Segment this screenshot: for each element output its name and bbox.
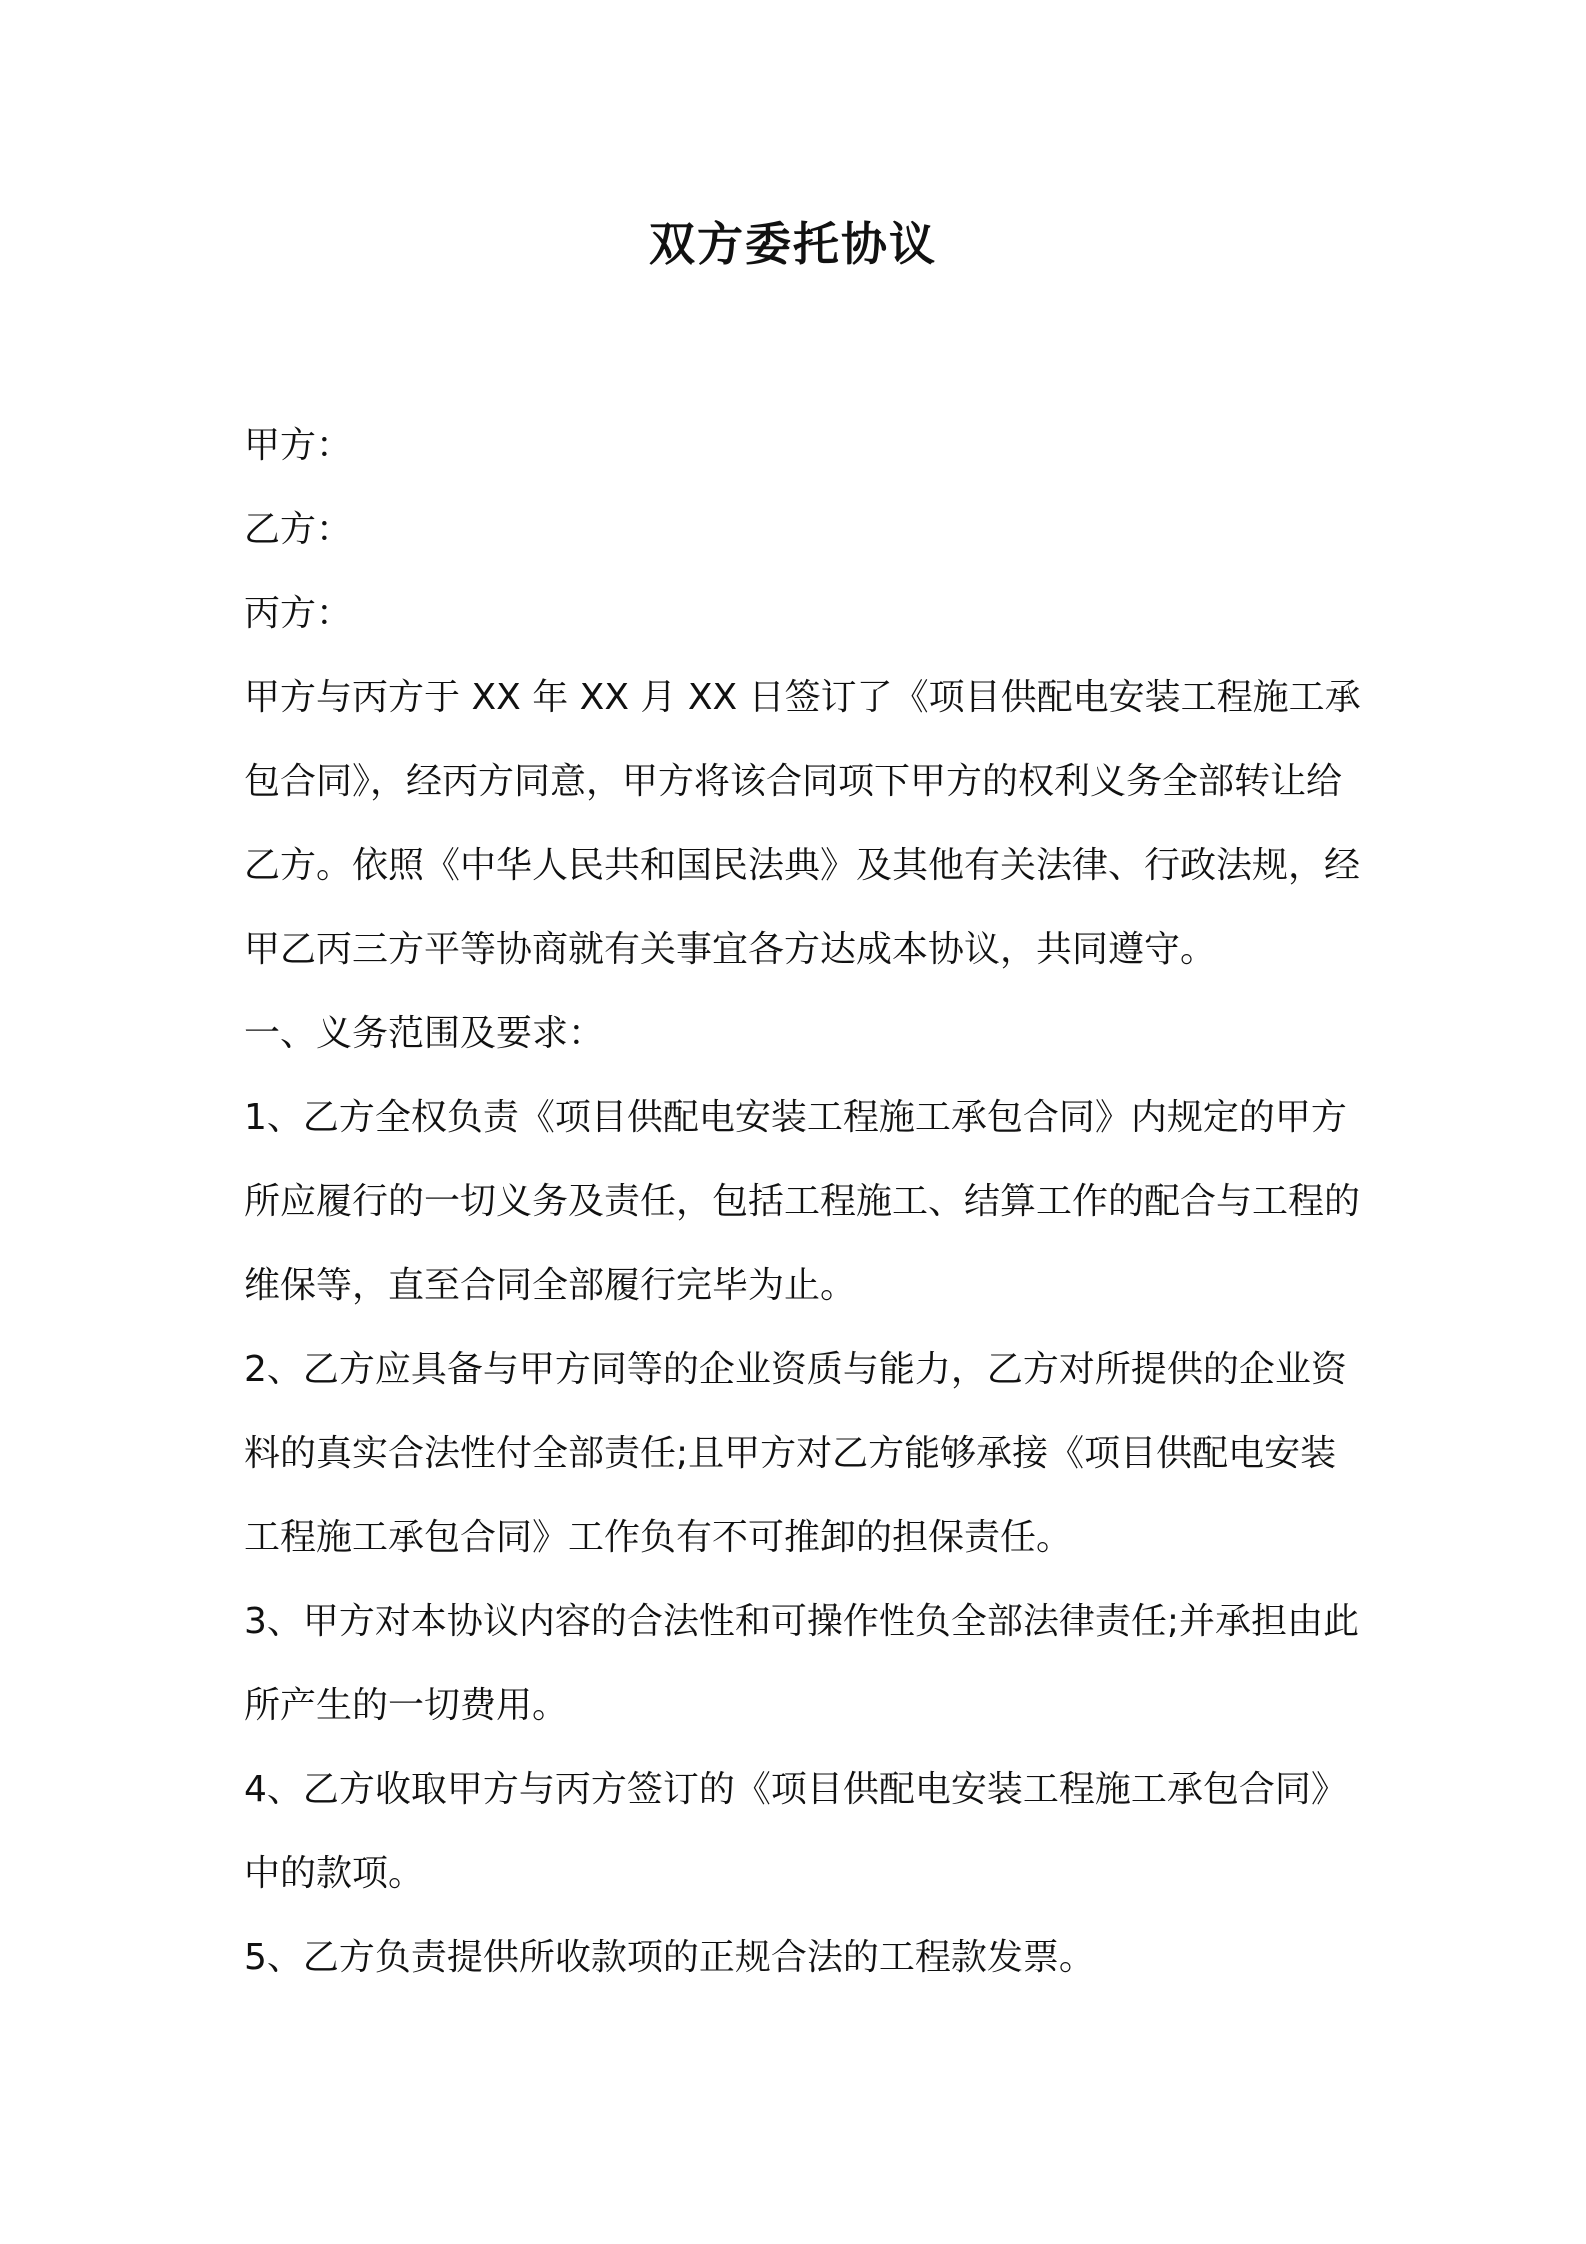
party-b-line: 乙方：: [244, 509, 353, 550]
party-a-line: 甲方：: [244, 425, 353, 466]
party-c-line: 丙方：: [244, 593, 353, 634]
section-heading: 一、义务范围及要求：: [244, 1013, 605, 1054]
clause-1: 1、乙方全权负责《项目供配电安装工程施工承包合同》内规定的甲方所应履行的一切义务及责任，包括工程施工、结算工作的配合与工程的维保等，直至合同全部履行完毕为止。: [244, 1097, 1361, 1306]
document-body: [244, 404, 1364, 2000]
clause-5: 5、乙方负责提供所收款项的正规合法的工程款发票。: [244, 1937, 1095, 1978]
preamble-paragraph: 甲方与丙方于 XX 年 XX 月 XX 日签订了《项目供配电安装工程施工承包合同》，经丙方同意，甲方将该合同项下甲方的权利义务全部转让给乙方。依照《中华人民共和国民法典》及其他有关法律、行政法规，经甲乙丙三方平等协商就有关事宜各方达成本协议，共同遵守。: [244, 677, 1361, 970]
clause-4: 4、乙方收取甲方与丙方签订的《项目供配电安装工程施工承包合同》中的款项。: [244, 1769, 1347, 1894]
clause-3: 3、甲方对本协议内容的合法性和可操作性负全部法律责任;并承担由此所产生的一切费用。: [244, 1601, 1360, 1726]
document-title: 双方委托协议: [649, 217, 937, 271]
clause-2: 2、乙方应具备与甲方同等的企业资质与能力，乙方对所提供的企业资料的真实合法性付全部责任;且甲方对乙方能够承接《项目供配电安装工程施工承包合同》工作负有不可推卸的担保责任。: [244, 1349, 1347, 1558]
